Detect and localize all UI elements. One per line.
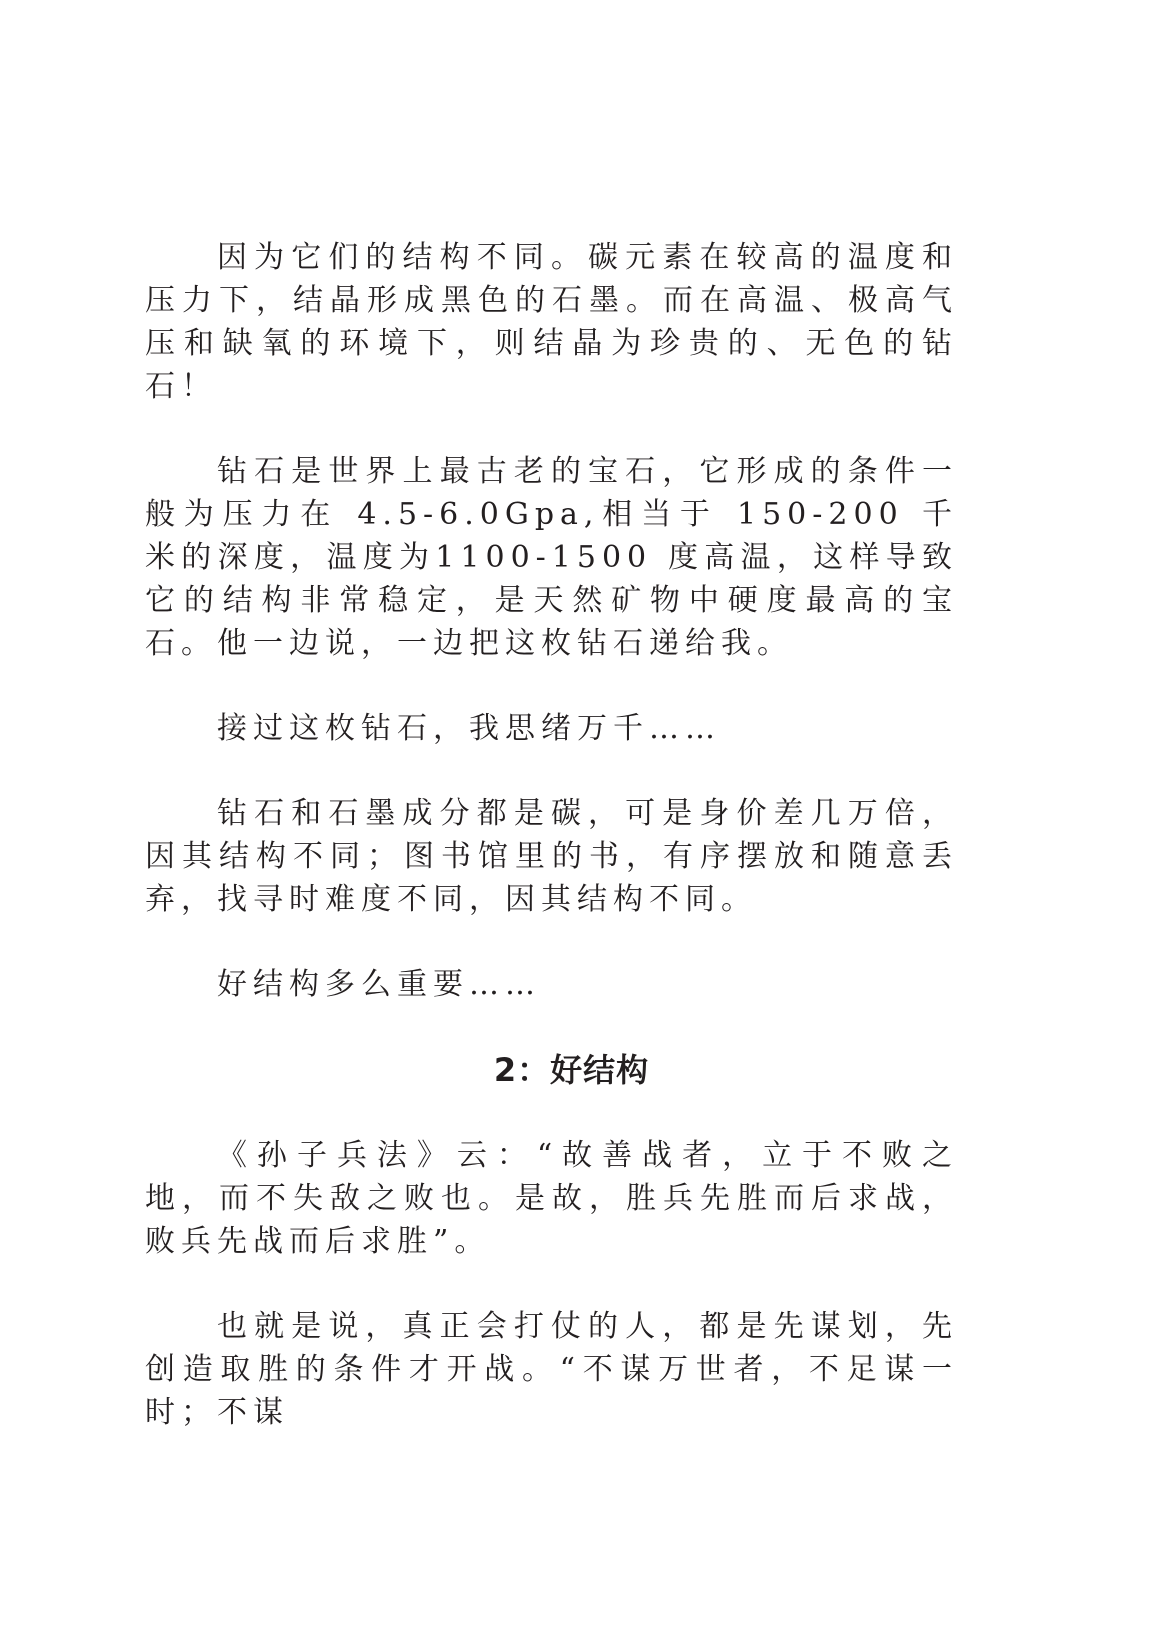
paragraph-gap (145, 921, 958, 963)
paragraph-gap (145, 1006, 958, 1048)
paragraph: 接过这枚钻石，我思绪万千…… (217, 711, 721, 746)
paragraph-gap (145, 1263, 958, 1305)
paragraph: 好结构多么重要…… (217, 967, 541, 1002)
paragraph: 《孙子兵法》云：“故善战者，立于不败之地，而不失敌之败也。是故，胜兵先胜而后求战，败兵先战而后求胜”。 (145, 1138, 958, 1259)
paragraph-gap (145, 665, 958, 707)
section-heading: 2：好结构 (493, 1051, 650, 1089)
paragraph-gap (145, 1092, 958, 1134)
paragraph: 钻石和石墨成分都是碳，可是身价差几万倍，因其结构不同；图书馆里的书，有序摆放和随意丢弃，找寻时难度不同，因其结构不同。 (145, 796, 958, 917)
paragraph: 也就是说，真正会打仗的人，都是先谋划，先创造取胜的条件才开战。“不谋万世者，不足谋一时；不谋 (145, 1309, 958, 1430)
paragraph-gap (145, 408, 958, 450)
paragraph-gap (145, 750, 958, 792)
paragraph: 钻石是世界上最古老的宝石，它形成的条件一般为压力在 4.5-6.0Gpa,相当于 150-200 千米的深度，温度为1100-1500 度高温，这样导致它的结构非常稳定，是天然矿物中硬度最高的宝石。他一边说，一边把这枚钻石递给我。 (145, 454, 958, 661)
paragraph: 因为它们的结构不同。碳元素在较高的温度和压力下，结晶形成黑色的石墨。而在高温、极高气压和缺氧的环境下，则结晶为珍贵的、无色的钻石！ (145, 240, 958, 404)
page-body (145, 236, 958, 1434)
